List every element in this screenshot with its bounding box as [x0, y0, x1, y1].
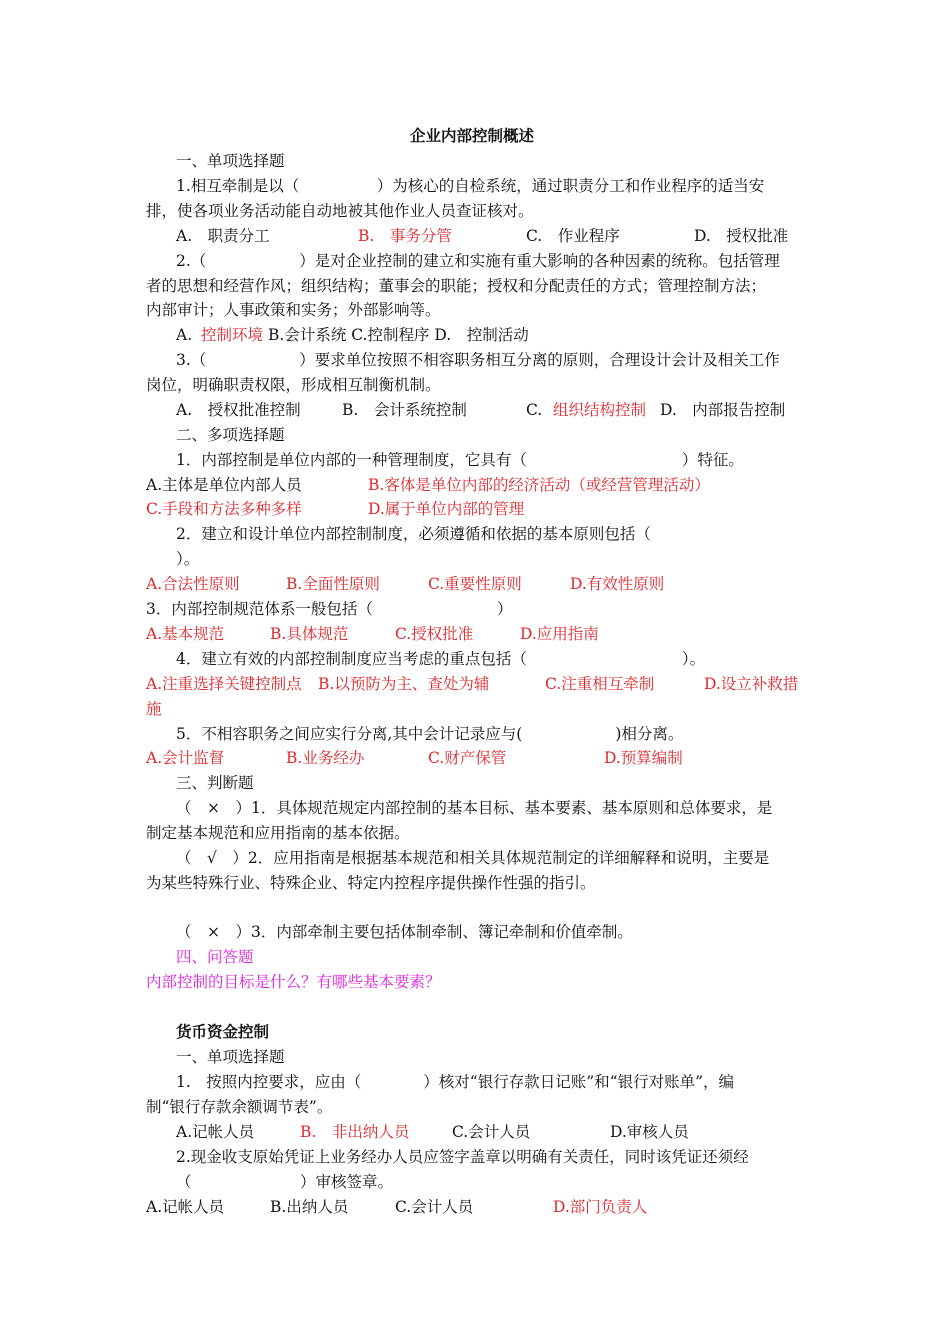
option-row [0, 746, 950, 770]
option-a-answer: A.基本规范 [146, 625, 225, 643]
question-text: 4．建立有效的内部控制制度应当考虑的重点包括（ ）。 [176, 650, 706, 668]
option-d-answer: D.应用指南 [520, 625, 599, 643]
option-d-answer: D.预算编制 [604, 749, 683, 767]
option-b-answer: B.客体是单位内部的经济活动（或经营管理活动） [368, 476, 710, 494]
option-a-answer: A.合法性原则 [146, 575, 240, 593]
question-text: 3．内部控制规范体系一般包括（ ） [146, 600, 513, 618]
question-text: 3.（ ）要求单位按照不相容职务相互分离的原则，合理设计会计及相关工作 [176, 351, 780, 369]
option-row [0, 1120, 950, 1144]
option-c: C. 作业程序 [526, 227, 620, 245]
option-row [0, 1195, 950, 1219]
option-b-answer: B. 事务分管 [358, 227, 452, 245]
option-b: B.出纳人员 [270, 1198, 349, 1216]
question-text: 1.相互牵制是以（ ）为核心的自检系统，通过职责分工和作业程序的适当安 [176, 177, 765, 195]
option-c-answer: C.财产保管 [428, 749, 507, 767]
option-b-answer: B.全面性原则 [286, 575, 380, 593]
section-heading-single-choice: 一、单项选择题 [176, 152, 285, 170]
question-text: 排，使各项业务活动能自动地被其他作业人员查证核对。 [146, 202, 534, 220]
option-d: D.审核人员 [610, 1123, 689, 1141]
option-d: D. 授权批准 [694, 227, 789, 245]
question-text: （ ）审核签章。 [176, 1173, 394, 1191]
document-title: 企业内部控制概述 [410, 126, 535, 145]
option-row [0, 224, 950, 248]
option-row [0, 473, 950, 497]
section-heading-qa: 四、问答题 [176, 948, 254, 966]
option-b: B. 会计系统控制 [342, 401, 467, 419]
question-text: 1. 按照内控要求，应由（ ）核对“银行存款日记账”和“银行对账单”，编 [176, 1073, 734, 1091]
chapter-title: 货币资金控制 [176, 1022, 270, 1041]
option-d-answer: D.设立补救措 [704, 675, 799, 693]
judgement-item: （ × ）3．内部牵制主要包括体制牵制、簿记牵制和价值牵制。 [176, 923, 633, 941]
option-d-answer: D.属于单位内部的管理 [368, 500, 525, 518]
option-c-answer: 组织结构控制 [553, 401, 647, 419]
question-text: 制“银行存款余额调节表”。 [146, 1098, 333, 1116]
qa-question: 内部控制的目标是什么？有哪些基本要素？ [146, 973, 441, 991]
option-a: A. 职责分工 [176, 227, 270, 245]
option-c: C.会计人员 [452, 1123, 531, 1141]
option-b-answer: B. 非出纳人员 [300, 1123, 410, 1141]
option-row: A. 控制环境 B.会计系统 C.控制程序 D. 控制活动 [0, 323, 950, 347]
option-b-answer: B.以预防为主、查处为辅 [318, 675, 490, 693]
option-row-continued: 施 [146, 700, 162, 718]
judgement-item: （ √ ）2．应用指南是根据基本规范和相关具体规范制定的详细解释和说明，主要是 [176, 849, 770, 867]
section-heading-multiple-choice: 二、多项选择题 [176, 426, 285, 444]
option-c-answer: C.注重相互牵制 [545, 675, 655, 693]
section-heading-true-false: 三、判断题 [176, 774, 254, 792]
option-d-answer: D.有效性原则 [570, 575, 665, 593]
option-a-answer: A.会计监督 [146, 749, 225, 767]
option-d-answer: D.部门负责人 [553, 1198, 648, 1216]
question-text: 岗位，明确职责权限，形成相互制衡机制。 [146, 376, 441, 394]
option-row [0, 497, 950, 521]
option-c: C.会计人员 [395, 1198, 474, 1216]
option-a-answer: A.注重选择关键控制点 [146, 675, 302, 693]
option-row [0, 622, 950, 646]
option-c-answer: C.手段和方法多种多样 [146, 500, 302, 518]
question-text: 2.现金收支原始凭证上业务经办人员应签字盖章以明确有关责任，同时该凭证还须经 [176, 1148, 749, 1166]
option-a: A.记帐人员 [176, 1123, 255, 1141]
judgement-item: （ × ）1．具体规范规定内部控制的基本目标、基本要素、基本原则和总体要求，是 [176, 799, 773, 817]
judgement-item: 制定基本规范和应用指南的基本依据。 [146, 824, 410, 842]
option-b-answer: B.具体规范 [270, 625, 349, 643]
question-text: 2.（ ）是对企业控制的建立和实施有重大影响的各种因素的统称。包括管理 [176, 252, 780, 270]
option-row: A. 授权批准控制 B. 会计系统控制 C. 组织结构控制 D. 内部报告控制 [0, 398, 950, 422]
option-a: A. 授权批准控制 [176, 401, 301, 419]
question-text: 5．不相容职务之间应实行分离,其中会计记录应与( )相分离。 [176, 725, 684, 743]
judgement-item: 为某些特殊行业、特殊企业、特定内控程序提供操作性强的指引。 [146, 874, 596, 892]
section-heading-single-choice: 一、单项选择题 [176, 1048, 285, 1066]
option-a-answer: 控制环境 [201, 326, 264, 344]
option-row [0, 672, 950, 696]
question-text: 内部审计；人事政策和实务；外部影响等。 [146, 301, 441, 319]
question-text: 2．建立和设计单位内部控制制度，必须遵循和依据的基本原则包括（ [176, 525, 651, 543]
option-b-answer: B.业务经办 [286, 749, 365, 767]
option-c-answer: C.授权批准 [395, 625, 474, 643]
question-text: 1．内部控制是单位内部的一种管理制度，它具有（ ）特征。 [176, 451, 744, 469]
option-d: D. 内部报告控制 [660, 401, 786, 419]
question-text: 者的思想和经营作风；组织结构；董事会的职能；授权和分配责任的方式；管理控制方法； [146, 277, 767, 295]
option-c-answer: C.重要性原则 [428, 575, 522, 593]
option-a: A.主体是单位内部人员 [146, 476, 302, 494]
question-text: ）。 [176, 550, 200, 568]
option-row [0, 572, 950, 596]
options-rest: B.会计系统 C.控制程序 D. 控制活动 [268, 326, 529, 344]
option-a: A.记帐人员 [146, 1198, 225, 1216]
